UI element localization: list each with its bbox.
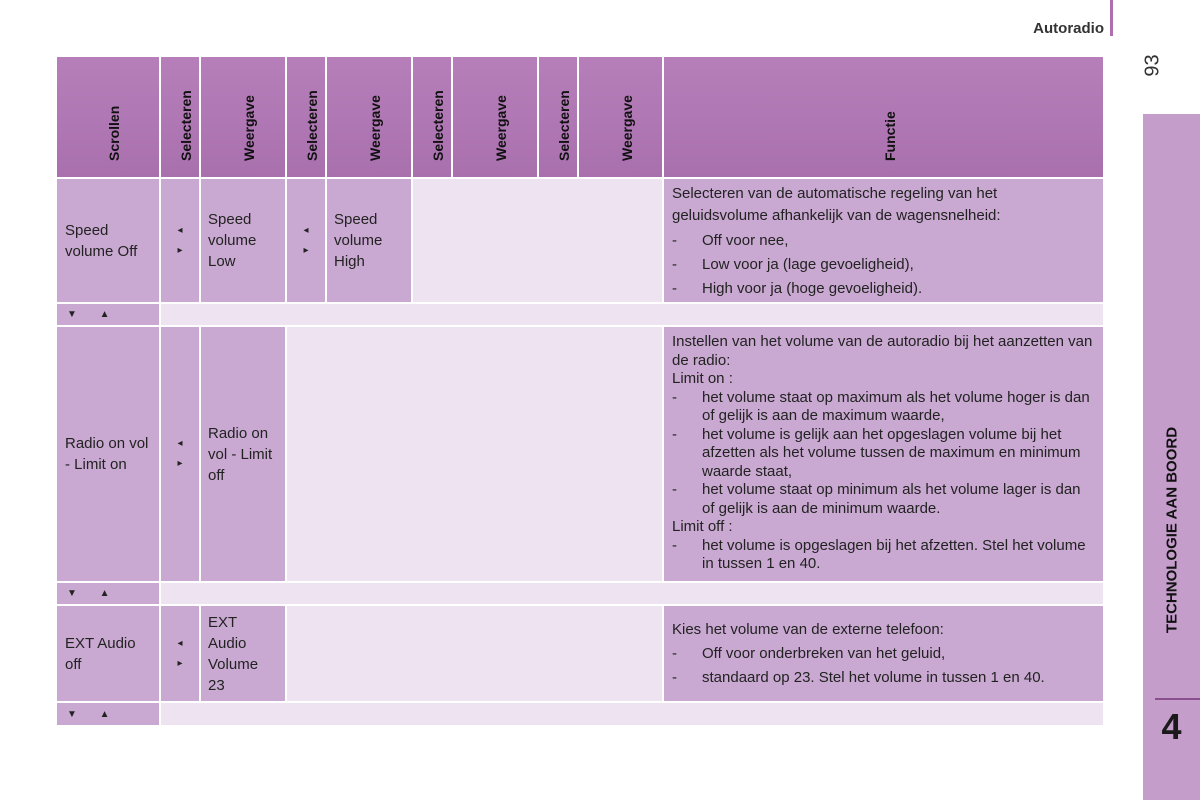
row2-display-1	[201, 327, 285, 581]
col-header-select-1	[161, 57, 199, 177]
row1-display-1	[201, 179, 285, 302]
row3-function	[664, 606, 1103, 701]
col-header-display-4	[579, 57, 662, 177]
down-up-arrow-icon: ▼ ▲	[67, 309, 120, 320]
chapter-label-text: TECHNOLOGIE AAN BOORD	[1163, 426, 1180, 634]
page-number-text: 93	[1141, 54, 1164, 77]
row3-scroll-text: EXT Audio off	[65, 634, 136, 673]
row2-limit-on-label: Limit on :	[672, 370, 733, 387]
row1-select-2[interactable]	[287, 179, 325, 302]
col-header-label: Weergave	[367, 95, 383, 161]
row2-limit-on-list	[672, 389, 1095, 519]
row3-function-intro: Kies het volume van de externe telefoon:	[672, 620, 944, 638]
left-right-arrow-icon: ◂ ▸	[177, 637, 183, 669]
row3-function-list	[672, 642, 1045, 690]
page-number	[1138, 54, 1168, 84]
list-item: - Off voor nee,	[672, 229, 1095, 253]
col-header-scroll	[57, 57, 159, 177]
list-item: - Off voor onderbreken van het geluid,	[672, 642, 1045, 666]
col-header-display-1	[201, 57, 285, 177]
row2-scroll-value	[57, 327, 159, 581]
row1-scroll-value	[57, 179, 159, 302]
row1-function	[664, 179, 1103, 302]
list-item: - het volume is gelijk aan het opgeslagen volume bij het afzetten als het volume tussen de maximum en minimum waarde staat,	[672, 426, 1095, 482]
list-item: - Low voor ja (lage gevoeligheid),	[672, 253, 1095, 277]
col-header-label: Selecteren	[178, 90, 194, 161]
list-item: - het volume is opgeslagen bij het afzetten. Stel het volume in tussen 1 en 40.	[672, 537, 1095, 574]
col-header-display-2	[327, 57, 411, 177]
row3-empty-cells	[287, 606, 662, 701]
list-item: - het volume staat op minimum als het volume lager is dan of gelijk is aan de minimum waarde.	[672, 481, 1095, 518]
row1-nav-arrows[interactable]	[57, 304, 159, 325]
row1-function-list	[672, 229, 1095, 301]
chapter-label	[1143, 370, 1200, 690]
col-header-label: Scrollen	[106, 105, 122, 161]
down-up-arrow-icon: ▼ ▲	[67, 708, 120, 720]
col-header-display-3	[453, 57, 537, 177]
col-header-function	[664, 57, 1103, 177]
down-up-arrow-icon: ▼ ▲	[67, 588, 120, 599]
row2-function-intro: Instellen van het volume van de autoradio bij het aanzetten van de radio:	[672, 333, 1093, 369]
row3-nav-arrows[interactable]	[57, 703, 159, 725]
row2-select-1[interactable]	[161, 327, 199, 581]
row3-scroll-value	[57, 606, 159, 701]
row1-function-intro: Selecteren van de automatische regeling van het geluidsvolume afhankelijk van de wagensnelheid:	[672, 185, 1001, 224]
row3-function-body	[672, 618, 1045, 690]
col-header-select-4	[539, 57, 577, 177]
row2-scroll-text: Radio on vol - Limit on	[65, 435, 149, 473]
left-right-arrow-icon: ◂ ▸	[303, 224, 309, 256]
col-header-select-3	[413, 57, 451, 177]
col-header-label: Weergave	[493, 95, 509, 161]
row1-nav-spacer	[161, 304, 1103, 325]
row1-display-2	[327, 179, 411, 302]
chapter-divider	[1155, 698, 1200, 700]
row1-empty-cells	[413, 179, 662, 302]
col-header-label: Selecteren	[304, 90, 320, 161]
col-header-label: Weergave	[618, 95, 635, 161]
col-header-label: Selecteren	[430, 90, 446, 161]
row1-display-2-text: Speed volume High	[334, 211, 383, 270]
list-item: - het volume staat op maximum als het volume hoger is dan of gelijk is aan de maximum waarde,	[672, 389, 1095, 426]
row2-limit-off-label: Limit off :	[672, 518, 733, 535]
row2-display-1-text: Radio on vol - Limit off	[208, 424, 273, 484]
row2-nav-arrows[interactable]	[57, 583, 159, 604]
chapter-number: 4	[1161, 706, 1182, 747]
section-title: Autoradio	[1033, 20, 1104, 37]
left-right-arrow-icon: ◂ ▸	[177, 224, 183, 256]
col-header-label: Selecteren	[556, 90, 572, 161]
row2-limit-off-list	[672, 537, 1095, 574]
row2-empty-cells	[287, 327, 662, 581]
row3-select-1[interactable]	[161, 606, 199, 701]
col-header-label: Weergave	[241, 95, 257, 161]
row2-function	[664, 327, 1103, 581]
col-header-label: Functie	[881, 111, 898, 161]
row1-display-1-text: Speed volume Low	[208, 211, 257, 270]
row2-nav-spacer	[161, 583, 1103, 604]
list-item: - High voor ja (hoge gevoeligheid).	[672, 277, 1095, 301]
row3-nav-spacer	[161, 703, 1103, 725]
row3-display-1	[201, 606, 285, 701]
col-header-select-2	[287, 57, 325, 177]
header-divider	[1110, 0, 1113, 36]
list-item: - standaard op 23. Stel het volume in tussen 1 en 40.	[672, 666, 1045, 690]
row1-select-1[interactable]	[161, 179, 199, 302]
row3-display-1-text: EXT Audio Volume 23	[208, 613, 259, 694]
row1-scroll-text: Speed volume Off	[65, 221, 138, 260]
left-right-arrow-icon: ◂ ▸	[177, 438, 183, 469]
